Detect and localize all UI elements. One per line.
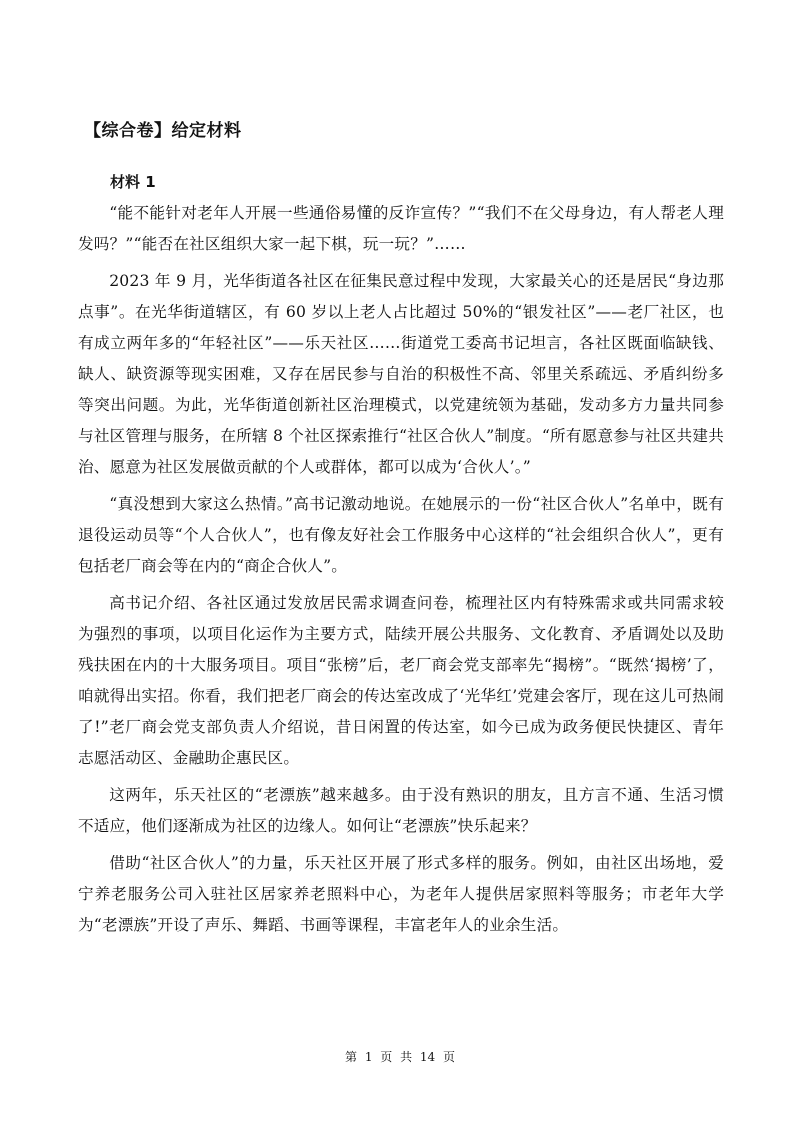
document-title: 【综合卷】给定材料 bbox=[84, 121, 242, 141]
page-footer: 第 1 页 共 14 页 bbox=[345, 1050, 455, 1064]
section-heading: 材料 1 bbox=[110, 173, 156, 191]
paragraph: “真没想到大家这么热情。”高书记激动地说。在她展示的一份“社区合伙人”名单中，既有退役运动员等“个人合伙人”，也有像友好社会工作服务中心这样的“社会组织合伙人”，更有包括老厂商会等在内的“商企合伙人”。 bbox=[78, 495, 724, 575]
material-body bbox=[78, 198, 724, 947]
paragraph: 借助“社区合伙人”的力量，乐天社区开展了形式多样的服务。例如，由社区出场地，爱宁养老服务公司入驻社区居家养老照料中心，为老年人提供居家照料等服务；市老年大学为“老漂族”开设了声乐、舞蹈、书画等课程，丰富老年人的业余生活。 bbox=[78, 854, 724, 934]
paragraph: 2023 年 9 月，光华街道各社区在征集民意过程中发现，大家最关心的还是居民“身边那点事”。在光华街道辖区，有 60 岁以上老人占比超过 50%的“银发社区”——老厂社区，也有成立两年多的“年轻社区”——乐天社区……街道党工委高书记坦言，各社区既面临缺钱、缺人、缺资源等现实困难，又存在居民参与自治的积极性不高、邻里关系疏远、矛盾纠纷多等突出问题。为此，光华街道创新社区治理模式，以党建统领为基础，发动多方力量共同参与社区管理与服务，在所辖 8 个社区探索推行“社区合伙人”制度。“所有愿意参与社区共建共治、愿意为社区发展做贡献的个人或群体，都可以成为‘合伙人’。” bbox=[78, 272, 724, 476]
paragraph: “能不能针对老年人开展一些通俗易懂的反诈宣传？”“我们不在父母身边，有人帮老人理发吗？”“能否在社区组织大家一起下棋，玩一玩？”…… bbox=[78, 204, 724, 253]
paragraph: 高书记介绍、各社区通过发放居民需求调查问卷，梳理社区内有特殊需求或共同需求较为强烈的事项，以项目化运作为主要方式，陆续开展公共服务、文化教育、矛盾调处以及助残扶困在内的十大服务项目。项目“张榜”后，老厂商会党支部率先“揭榜”。“既然‘揭榜’了，咱就得出实招。你看，我们把老厂商会的传达室改成了‘光华红’党建会客厅，现在这儿可热闹了!”老厂商会党支部负责人介绍说，昔日闲置的传达室，如今已成为政务便民快捷区、青年志愿活动区、金融助企惠民区。 bbox=[78, 594, 724, 767]
paragraph: 这两年，乐天社区的“老漂族”越来越多。由于没有熟识的朋友，且方言不通、生活习惯不适应，他们逐渐成为社区的边缘人。如何让“老漂族”快乐起来？ bbox=[78, 786, 724, 835]
